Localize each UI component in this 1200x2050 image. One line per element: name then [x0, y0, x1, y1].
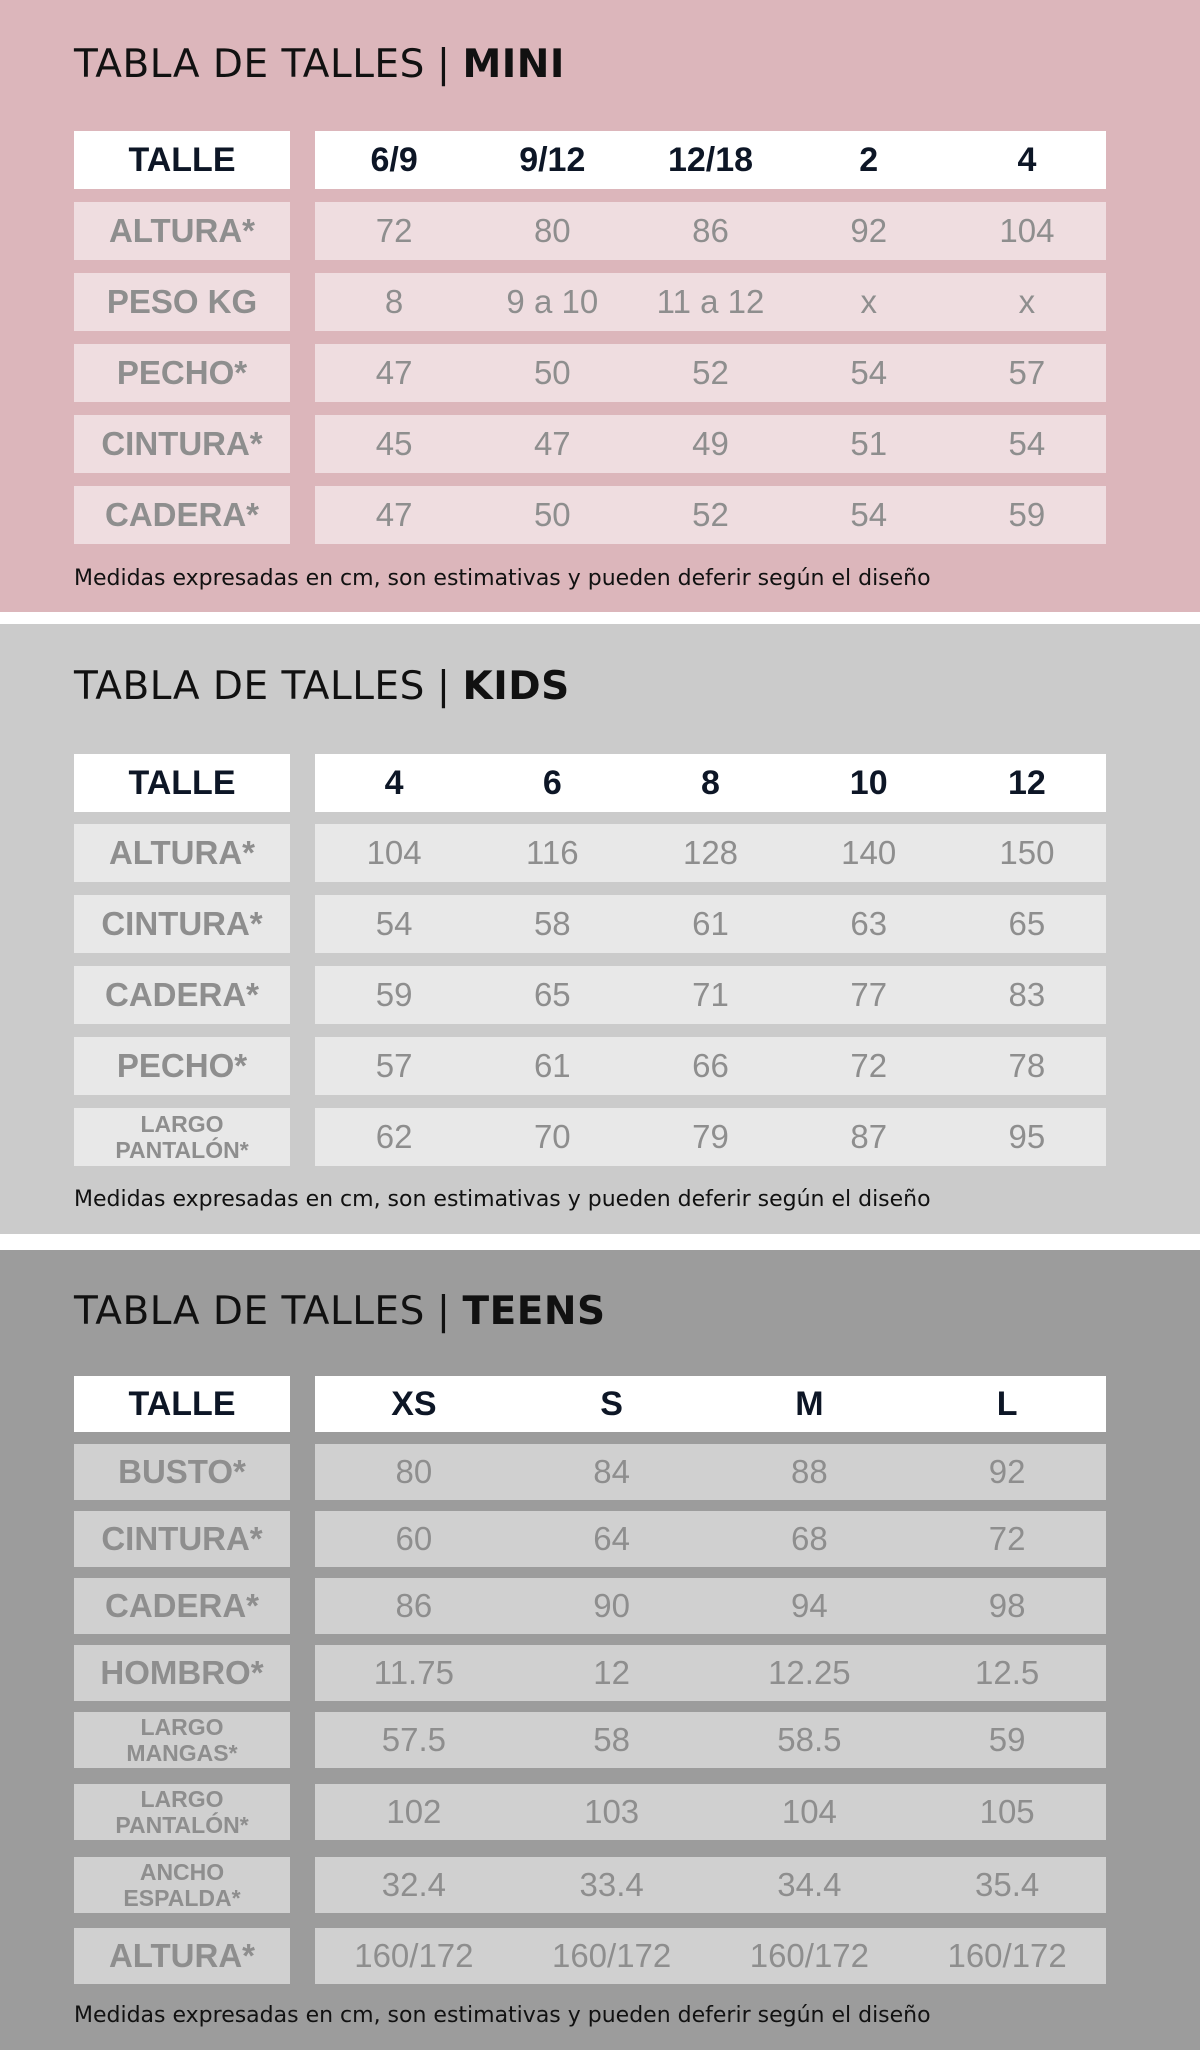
- table-cell: 33.4: [579, 1866, 644, 1903]
- size-column-header: 6/9: [370, 140, 418, 179]
- table-row: [74, 1784, 1106, 1840]
- table-cell: 12.25: [768, 1654, 851, 1691]
- table-cell: 105: [979, 1793, 1035, 1830]
- table-cell: 47: [533, 425, 571, 462]
- table-cell: 54: [850, 496, 888, 533]
- size-column-header: 8: [701, 763, 720, 802]
- table-cell: 52: [692, 496, 729, 533]
- table-cell: 160/172: [551, 1937, 672, 1974]
- table-row: [74, 1857, 1106, 1913]
- table-cell: 65: [533, 976, 571, 1013]
- size-column-header: XS: [391, 1384, 437, 1423]
- row-label: CADERA*: [74, 1578, 290, 1634]
- table-cell: 70: [533, 1118, 571, 1155]
- table-row: [74, 1444, 1106, 1500]
- table-row: [74, 1712, 1106, 1768]
- table-cell: 80: [533, 212, 571, 249]
- row-label: BUSTO*: [74, 1444, 290, 1500]
- table-cell: x: [860, 283, 877, 320]
- row-label: CINTURA*: [74, 415, 290, 473]
- size-column-header: 4: [1017, 140, 1037, 179]
- table-cell: 150: [999, 834, 1055, 871]
- row-label: ALTURA*: [74, 202, 290, 260]
- table-cell: 84: [593, 1453, 630, 1490]
- section-title-mini: TABLA DE TALLES | MINI: [74, 42, 565, 87]
- table-cell: 12.5: [975, 1654, 1040, 1691]
- table-cell: 52: [692, 354, 729, 391]
- row-label: PECHO*: [74, 344, 290, 402]
- table-row: [74, 202, 1106, 260]
- table-cell: 61: [692, 905, 729, 942]
- size-column-header: 10: [849, 763, 888, 802]
- table-cell: 47: [375, 496, 413, 533]
- table-cell: 57.5: [381, 1721, 446, 1758]
- row-label: HOMBRO*: [74, 1645, 290, 1701]
- size-column-header: 12/18: [667, 140, 754, 179]
- table-cell: 102: [386, 1793, 442, 1830]
- size-column-header: S: [600, 1384, 623, 1423]
- table-cell: 104: [999, 212, 1055, 249]
- table-cell: x: [1018, 283, 1036, 320]
- table-cell: 83: [1008, 976, 1046, 1013]
- table-cell: 77: [850, 976, 888, 1013]
- table-row: [74, 1578, 1106, 1634]
- table-cell: 54: [1008, 425, 1046, 462]
- table-cell: 104: [781, 1793, 837, 1830]
- size-table-mini: [0, 0, 1200, 612]
- row-label: CINTURA*: [74, 1511, 290, 1567]
- table-cell: 94: [791, 1587, 828, 1624]
- table-cell: 34.4: [777, 1866, 842, 1903]
- measurement-note: Medidas expresadas en cm, son estimativas y pueden deferir según el diseño: [74, 2003, 931, 2028]
- size-column-header: M: [795, 1384, 824, 1423]
- table-row: [74, 966, 1106, 1024]
- measurement-note: Medidas expresadas en cm, son estimativas y pueden deferir según el diseño: [74, 566, 931, 591]
- table-row: [74, 344, 1106, 402]
- table-cell: 63: [850, 905, 888, 942]
- table-row: [74, 415, 1106, 473]
- table-row: [74, 1928, 1106, 1984]
- table-cell: 72: [375, 212, 413, 249]
- table-cell: 51: [850, 425, 888, 462]
- table-cell: 57: [1008, 354, 1046, 391]
- table-cell: 64: [593, 1520, 630, 1557]
- table-cell: 59: [1008, 496, 1046, 533]
- row-label: CADERA*: [74, 486, 290, 544]
- table-row: [74, 1037, 1106, 1095]
- table-cell: 78: [1008, 1047, 1046, 1084]
- table-cell: 98: [988, 1587, 1026, 1624]
- table-row: [74, 1108, 1106, 1166]
- table-row: [74, 273, 1106, 331]
- table-cell: 66: [692, 1047, 729, 1084]
- table-cell: 62: [375, 1118, 413, 1155]
- table-cell: 71: [692, 976, 729, 1013]
- table-row: [74, 824, 1106, 882]
- size-table-teens: [0, 1250, 1200, 2050]
- table-cell: 160/172: [947, 1937, 1067, 1974]
- table-cell: 86: [395, 1587, 433, 1624]
- table-cell: 59: [988, 1721, 1026, 1758]
- size-column-header: L: [996, 1384, 1018, 1423]
- header-label: TALLE: [74, 754, 290, 812]
- row-label: CADERA*: [74, 966, 290, 1024]
- table-cell: 95: [1008, 1118, 1046, 1155]
- row-label: LARGO PANTALÓN*: [74, 1108, 290, 1166]
- table-cell: 58: [533, 905, 571, 942]
- table-cell: 128: [682, 834, 739, 871]
- table-cell: 140: [841, 834, 897, 871]
- size-column-header: 12: [1008, 763, 1046, 802]
- table-cell: 68: [791, 1520, 828, 1557]
- table-cell: 160/172: [354, 1937, 474, 1974]
- table-cell: 50: [533, 354, 571, 391]
- table-cell: 35.4: [975, 1866, 1040, 1903]
- table-cell: 160/172: [749, 1937, 870, 1974]
- table-cell: 92: [988, 1453, 1026, 1490]
- table-cell: 60: [395, 1520, 433, 1557]
- table-row: [74, 1645, 1106, 1701]
- table-row: [74, 486, 1106, 544]
- table-cell: 92: [850, 212, 888, 249]
- header-label: TALLE: [74, 1376, 290, 1432]
- table-cell: 12: [593, 1654, 630, 1691]
- table-cell: 58: [593, 1721, 630, 1758]
- measurement-note: Medidas expresadas en cm, son estimativas y pueden deferir según el diseño: [74, 1187, 931, 1212]
- table-cell: 9 a 10: [506, 283, 599, 320]
- header-label: TALLE: [74, 131, 290, 189]
- table-cell: 59: [375, 976, 413, 1013]
- table-header-row: [74, 1376, 1106, 1432]
- table-cell: 88: [791, 1453, 828, 1490]
- table-cell: 54: [375, 905, 413, 942]
- row-label: PECHO*: [74, 1037, 290, 1095]
- row-label: LARGO PANTALÓN*: [74, 1784, 290, 1840]
- size-column-header: 9/12: [519, 140, 586, 179]
- table-cell: 103: [584, 1793, 640, 1830]
- table-cell: 116: [525, 834, 579, 871]
- section-title-kids: TABLA DE TALLES | KIDS: [74, 664, 570, 709]
- table-cell: 11.75: [373, 1654, 454, 1691]
- row-label: CINTURA*: [74, 895, 290, 953]
- table-header-row: [74, 131, 1106, 189]
- table-cell: 57: [375, 1047, 413, 1084]
- table-cell: 54: [850, 354, 888, 391]
- table-cell: 104: [366, 834, 422, 871]
- table-cell: 80: [395, 1453, 433, 1490]
- table-cell: 86: [692, 212, 729, 249]
- table-row: [74, 1511, 1106, 1567]
- table-cell: 79: [692, 1118, 729, 1155]
- table-cell: 32.4: [381, 1866, 446, 1903]
- section-title-teens: TABLA DE TALLES | TEENS: [74, 1289, 606, 1334]
- table-cell: 47: [375, 354, 413, 391]
- table-cell: 61: [533, 1047, 571, 1084]
- table-cell: 87: [850, 1118, 888, 1155]
- size-column-header: 6: [542, 763, 562, 802]
- table-cell: 72: [850, 1047, 888, 1084]
- table-cell: 11 a 12: [656, 283, 765, 320]
- table-cell: 8: [384, 283, 404, 320]
- table-cell: 50: [533, 496, 571, 533]
- row-label: LARGO MANGAS*: [74, 1712, 290, 1768]
- table-cell: 90: [593, 1587, 630, 1624]
- table-cell: 45: [375, 425, 413, 462]
- table-row: [74, 895, 1106, 953]
- table-cell: 58.5: [777, 1721, 842, 1758]
- row-label: PESO KG: [74, 273, 290, 331]
- table-header-row: [74, 754, 1106, 812]
- table-cell: 65: [1008, 905, 1046, 942]
- row-label: ALTURA*: [74, 1928, 290, 1984]
- row-label: ALTURA*: [74, 824, 290, 882]
- table-cell: 49: [692, 425, 729, 462]
- row-label: ANCHO ESPALDA*: [74, 1857, 290, 1913]
- table-cell: 72: [988, 1520, 1026, 1557]
- size-column-header: 2: [859, 140, 879, 179]
- size-column-header: 4: [384, 763, 404, 802]
- size-table-kids: [0, 624, 1200, 1234]
